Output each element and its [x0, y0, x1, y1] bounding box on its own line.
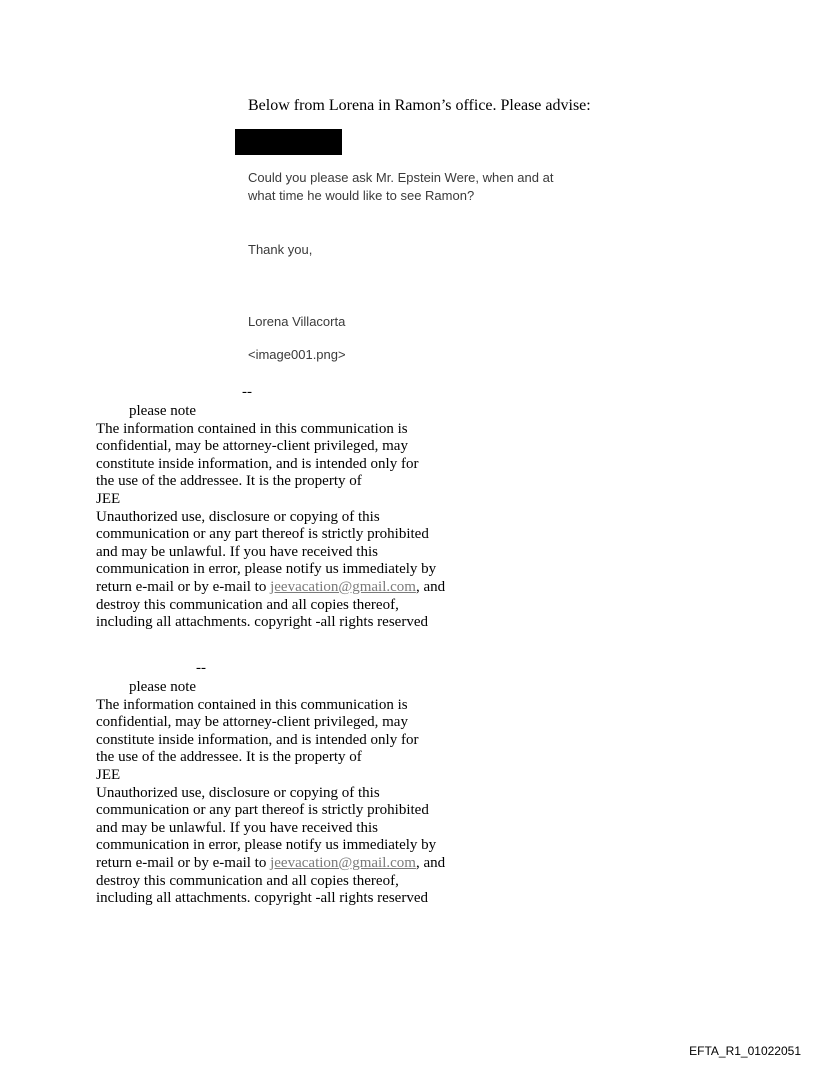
disclaimer-line: communication in error, please notify us immediately by — [96, 837, 437, 854]
disclaimer-heading: please note — [129, 403, 197, 419]
disclaimer-contact-line — [96, 579, 496, 597]
disclaimer-line: destroy this communication and all copies thereof, — [96, 596, 399, 613]
disclaimer-line: Unauthorized use, disclosure or copying of this — [96, 784, 380, 801]
disclaimer-owner: JEE — [96, 766, 121, 783]
quoted-request — [248, 169, 553, 205]
quoted-thanks: Thank you, — [248, 242, 313, 257]
contact-suffix: , and — [415, 578, 446, 595]
disclaimer-line: the use of the addressee. It is the property of — [96, 749, 362, 766]
disclaimer-line: communication or any part thereof is strictly prohibited — [96, 526, 429, 543]
disclaimer-line: communication in error, please notify us immediately by — [96, 561, 437, 578]
email-link[interactable]: jeevacation@gmail.com — [270, 854, 416, 871]
disclaimer-line: The information contained in this communication is — [96, 696, 408, 713]
disclaimer-line: destroy this communication and all copies thereof, — [96, 872, 399, 889]
disclaimer-line: The information contained in this communication is — [96, 420, 408, 437]
signature-separator: -- — [242, 384, 252, 400]
intro-line: Below from Lorena in Ramon’s office. Please advise: — [248, 97, 591, 114]
redaction-block — [235, 129, 342, 155]
quoted-request-line-1: Could you please ask Mr. Epstein Were, when and at — [248, 170, 554, 185]
quoted-attachment-placeholder: <image001.png> — [248, 347, 346, 362]
disclaimer-owner: JEE — [96, 490, 121, 507]
disclaimer-line: constitute inside information, and is intended only for — [96, 731, 419, 748]
signature-separator: -- — [196, 660, 206, 676]
disclaimer-contact-line — [96, 855, 496, 873]
disclaimer-line: including all attachments. copyright -all rights reserved — [96, 614, 428, 631]
quoted-request-line-2: what time he would like to see Ramon? — [248, 188, 475, 203]
email-link[interactable]: jeevacation@gmail.com — [270, 578, 416, 595]
disclaimer-line: including all attachments. copyright -all rights reserved — [96, 890, 428, 907]
disclaimer-line: and may be unlawful. If you have received this — [96, 543, 378, 560]
document-id-footer: EFTA_R1_01022051 — [689, 1044, 801, 1058]
disclaimer-line: and may be unlawful. If you have received this — [96, 819, 378, 836]
contact-suffix: , and — [415, 854, 446, 871]
disclaimer-line: confidential, may be attorney-client privileged, may — [96, 438, 408, 455]
contact-prefix: return e-mail or by e-mail to — [96, 854, 271, 871]
quoted-signer-name: Lorena Villacorta — [248, 314, 346, 329]
disclaimer-line: confidential, may be attorney-client privileged, may — [96, 714, 408, 731]
disclaimer-block — [96, 403, 496, 632]
disclaimer-line: the use of the addressee. It is the property of — [96, 473, 362, 490]
disclaimer-line: Unauthorized use, disclosure or copying of this — [96, 508, 380, 525]
disclaimer-line: communication or any part thereof is strictly prohibited — [96, 802, 429, 819]
disclaimer-line: constitute inside information, and is intended only for — [96, 455, 419, 472]
disclaimer-block — [96, 679, 496, 908]
disclaimer-heading: please note — [129, 679, 197, 695]
contact-prefix: return e-mail or by e-mail to — [96, 578, 271, 595]
